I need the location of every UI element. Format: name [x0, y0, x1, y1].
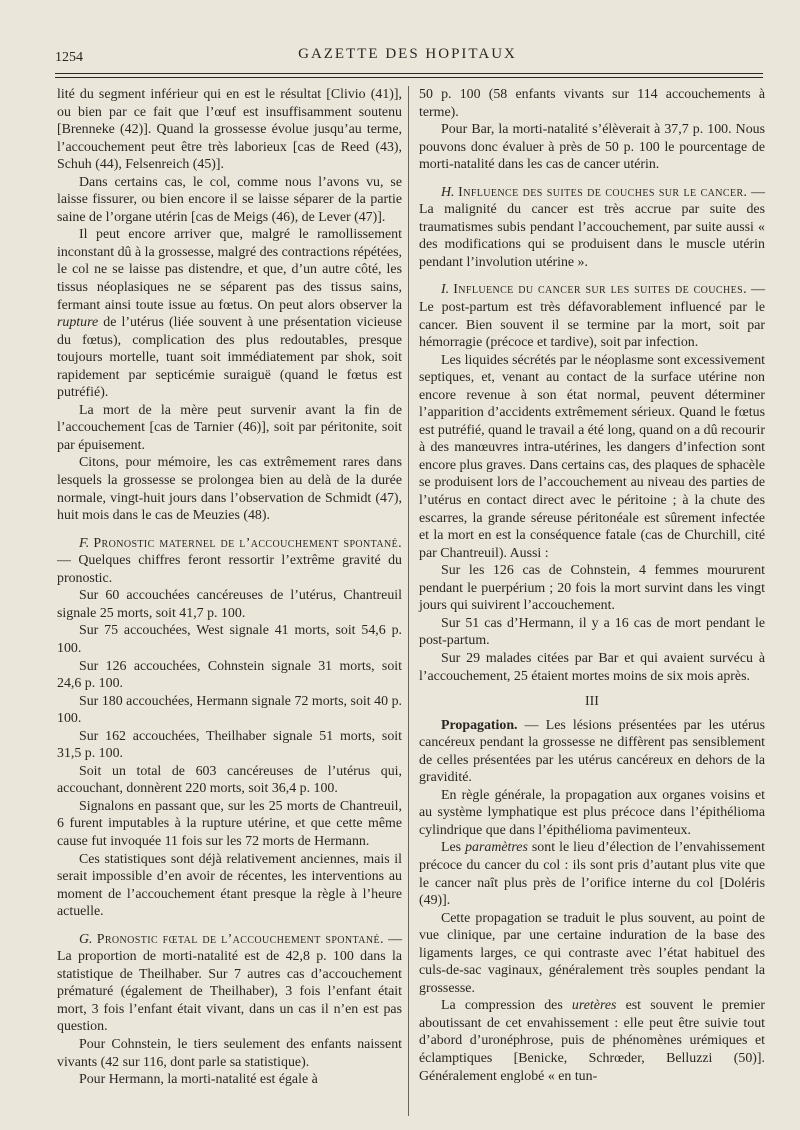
paragraph: Soit un total de 603 cancéreuses de l’utérus qui, accouchant, donnèrent 220 morts, soit 36,4 p. 100.: [57, 763, 402, 797]
header-rule: [55, 73, 763, 74]
paragraph: En règle générale, la propagation aux organes voisins et au système lymphatique est plus précoce dans l’épithélioma cylindrique que dans l’épithélioma pavimenteux.: [419, 787, 765, 838]
paragraph: Sur 29 malades citées par Bar et qui avaient survécu à l’accouchement, 25 étaient mortes moins de six mois après.: [419, 650, 765, 684]
left-column: [57, 86, 402, 1089]
section-heading: Pronostic fœtal de l’accouchement spontané.: [96, 931, 384, 947]
paragraph: Pour Hermann, la morti-natalité est égale à: [79, 1072, 318, 1088]
journal-title: GAZETTE DES HOPITAUX: [298, 46, 517, 62]
section-letter: I.: [441, 282, 450, 298]
paragraph: 50 p. 100 (58 enfants vivants sur 114 accouchements à terme).: [419, 87, 765, 120]
column-divider: [408, 86, 409, 1116]
paragraph: La compression des uretères est souvent le premier aboutissant de cet envahissement : elle peut être suivie tout d’abord d’uronéphrose, puis de phénomènes urémiques et éclamptiques [Benicke, Schrœder, Belluzzi (50)]. Généralement englobé « en tun-: [419, 998, 765, 1084]
paragraph: Sur les 126 cas de Cohnstein, 4 femmes moururent pendant le puerpérium ; 20 fois la mort survint dans les vingt jours qui suivirent l’accouchement.: [419, 563, 765, 614]
section-heading: Propagation.: [441, 717, 518, 733]
section-letter: F.: [79, 535, 90, 551]
paragraph: Pour Bar, la morti-natalité s’élèverait à 37,7 p. 100. Nous pouvons donc évaluer à près de 50 p. 100 le pourcentage de morti-natalité dans les cas de cancer utérin.: [419, 122, 765, 173]
section-paragraph: Propagation. — Les lésions présentées par les utérus cancéreux pendant la grossesse ne diffèrent pas sensiblement de celles présentées par les utérus cancéreux en dehors de la gravidité.: [419, 717, 765, 786]
emphasis: rupture: [57, 315, 99, 331]
part-numeral: III: [585, 694, 599, 710]
paragraph: Citons, pour mémoire, les cas extrêmement rares dans lesquels la grossesse se prolongea bien au delà de la durée normale, vingt-huit jours dans l’observation de Schmidt (47), huit mois dans le cas de Meuzies (48).: [57, 455, 402, 524]
paragraph: Il peut encore arriver que, malgré le ramollissement inconstant dû à la grossesse, malgré des contractions répétées, le col ne se laisse pas distendre, et que, d’un autre côté, les tissus néoplasiques ne se séparent pas des tissus sains, fermant ainsi toute issue au fœtus. On peut alors observer la rupture de l’utérus (liée souvent à une présentation vicieuse du fœtus), complication des plus redoutables, presque toujours mortelle, tuant soit immédiatement par shok, soit rapidement par septicémie suraiguë (quand le fœtus est putréfié).: [57, 227, 402, 401]
paragraph: Sur 60 accouchées cancéreuses de l’utérus, Chantreuil signale 25 morts, soit 41,7 p. 100.: [57, 588, 402, 621]
emphasis: paramètres: [465, 840, 528, 856]
paragraph: Les liquides sécrétés par le néoplasme sont excessivement septiques, et, venant au contact de la surface utérine non encore revenue à son état normal, peuvent déterminer l’apparition d’accidents extrêmement sérieux. Quand le fœtus est putréfié, quand le travail a été long, quand on a dû recourir à des manœuvres intra-utérines, les dangers d’infection sont encore plus graves. Dans certains cas, des plaques de sphacèle se produisent lors de l’accouchement au niveau des parties de l’utérus en contact direct avec le péritoine ; à la chute des escarres, la grande séreuse péritonéale est sûrement infectée et la mort en est la conséquence fatale (cas de Churchill, cité par Chantreuil). Aussi :: [419, 352, 765, 561]
page-header: [55, 44, 760, 70]
paragraph: Sur 126 accouchées, Cohnstein signale 31 morts, soit 24,6 p. 100.: [57, 658, 402, 692]
right-column: [419, 86, 765, 1085]
section-heading: Influence du cancer sur les suites de couches.: [453, 282, 747, 298]
paragraph: lité du segment inférieur qui en est le résultat [Clivio (41)], ou bien par ce fait que l’œuf est insuffisamment soutenu [Brenneke (42)]. Quand la grossesse évolue jusqu’au terme, l’accouchement peut être très laborieux [cas de Reed (43), Schuh (44), Felsenreich (45)].: [57, 87, 402, 173]
section-letter: G.: [79, 931, 93, 947]
section-paragraph: I. Influence du cancer sur les suites de couches. — Le post-partum est très défavorablement influencé par le cancer. Bien souvent il se termine par la mort, soit par hémorragie (précoce et tardive), soit par infection.: [419, 282, 765, 351]
paragraph: Sur 75 accouchées, West signale 41 morts, soit 54,6 p. 100.: [57, 623, 402, 656]
emphasis: uretères: [571, 998, 617, 1014]
paragraph: Signalons en passant que, sur les 25 morts de Chantreuil, 6 furent imputables à la rupture utérine, et que cette même cause fut invoquée 11 fois sur les 72 morts de Hermann.: [57, 798, 402, 849]
page-number: 1254: [55, 50, 83, 65]
paragraph: Pour Cohnstein, le tiers seulement des enfants naissent vivants (42 sur 116, dont parle sa statistique).: [57, 1036, 402, 1070]
paragraph: Cette propagation se traduit le plus souvent, au point de vue clinique, par une certaine induration de la base des ligaments larges, ce qui contraste avec l’état habituel des culs-de-sac vaginaux, généralement très souples pendant la grossesse.: [419, 910, 765, 996]
section-paragraph: H. Influence des suites de couches sur le cancer. — La malignité du cancer est très accrue par suite des traumatismes subis pendant l’accouchement, par suite aussi « des modifications qui se produisent dans le muscle utérin pendant l’involution utérine ».: [419, 184, 765, 270]
section-letter: H.: [441, 184, 455, 200]
section-heading: Influence des suites de couches sur le cancer.: [458, 184, 748, 200]
paragraph: La mort de la mère peut survenir avant la fin de l’accouchement [cas de Tarnier (46)], soit par péritonite, soit par épuisement.: [57, 402, 402, 453]
paragraph: Sur 162 accouchées, Theilhaber signale 51 morts, soit 31,5 p. 100.: [57, 728, 402, 762]
section-paragraph: G. Pronostic fœtal de l’accouchement spontané. — La proportion de morti-natalité est de 42,8 p. 100 dans la statistique de Theilhaber. Sur 7 autres cas d’accouchement prématuré (également de Theilhaber), 3 fois l’enfant était mort, 3 fois l’enfant était vivant, dans un cas il n’en est pas question.: [57, 931, 402, 1035]
paragraph: Sur 180 accouchées, Hermann signale 72 morts, soit 40 p. 100.: [57, 693, 402, 727]
header-rule-thin: [55, 77, 763, 78]
paragraph: Ces statistiques sont déjà relativement anciennes, mais il serait impossible d’en avoir de récentes, les interventions au moment de l’accouchement étant presque la règle à l’heure actuelle.: [57, 851, 402, 920]
paragraph: Les paramètres sont le lieu d’élection de l’envahissement précoce du cancer du col : ils sont pris d’autant plus vite que le cancer naît plus près de l’orifice interne du col [Doléris (49)].: [419, 840, 765, 909]
paragraph: Dans certains cas, le col, comme nous l’avons vu, se laisse fissurer, ou bien encore il se laisse séparer de la partie saine de l’organe utérin [cas de Meigs (46), de Lever (47)].: [57, 174, 402, 225]
section-heading: Pronostic maternel de l’accouchement spontané.: [93, 535, 402, 551]
paragraph: Sur 51 cas d’Hermann, il y a 16 cas de mort pendant le post-partum.: [419, 615, 765, 649]
section-paragraph: F. Pronostic maternel de l’accouchement spontané. — Quelques chiffres feront ressortir l’extrême gravité du pronostic.: [57, 535, 402, 586]
